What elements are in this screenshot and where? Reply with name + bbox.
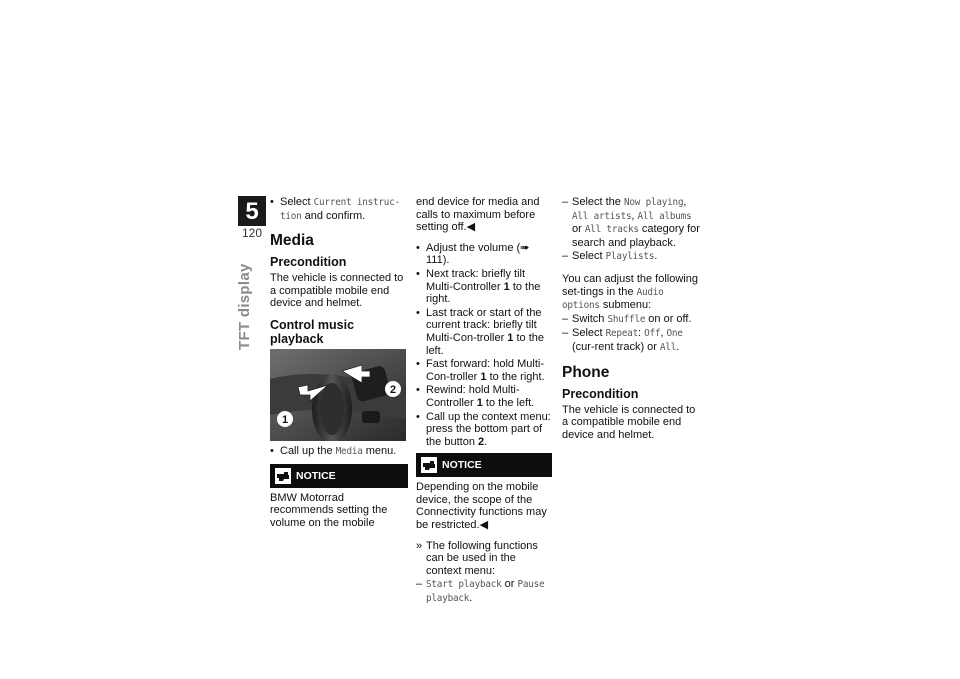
settings-paragraph: You can adjust the following set-tings in the Audio options submenu: <box>562 272 698 312</box>
menu-entry-code: Pause playback <box>426 579 545 605</box>
dash-mark: – <box>562 196 569 208</box>
dash-mark: – <box>562 312 569 325</box>
bullet-mark: • <box>270 444 274 457</box>
dash-mark: – <box>416 578 423 591</box>
bullet-mark: • <box>416 384 420 397</box>
bullet-mark: • <box>416 306 420 319</box>
column-1 <box>270 196 408 529</box>
list-item: • Last track or start of the current track: briefly tilt Multi-Con-troller 1 to the left. <box>416 306 544 357</box>
dash-item: – Switch Shuffle on or off. <box>562 312 692 325</box>
notice-label: NOTICE <box>296 469 336 482</box>
menu-entry-code: Media <box>335 445 363 457</box>
list-item: • Next track: briefly tilt Multi-Controller 1 to the right. <box>416 267 541 306</box>
chapter-title: TFT display <box>236 263 253 350</box>
menu-entry-code: Start playback <box>426 579 502 591</box>
dash-item: – Select Repeat: Off, One (cur-rent track) or All. <box>562 327 683 353</box>
subheading-precondition: Precondition <box>562 386 639 401</box>
section-heading-media: Media <box>270 232 314 250</box>
end-mark: ◀ <box>466 221 476 234</box>
bullet-mark: • <box>270 196 274 208</box>
column-3 <box>562 196 700 441</box>
menu-entry-code: Current instruc-tion <box>280 197 400 222</box>
list-item: • Select Current instruc-tion and confirm. <box>270 196 400 222</box>
column-2 <box>416 196 552 607</box>
notice-banner <box>270 464 408 488</box>
notice-text: BMW Motorrad recommends setting the volume on the mobile <box>270 491 388 529</box>
bullet-mark: • <box>416 358 420 371</box>
result-item: » The following functions can be used in the context menu: <box>416 539 538 577</box>
figure-callout-2: 2 <box>389 383 397 396</box>
bullet-mark: • <box>416 410 420 423</box>
notice-banner <box>416 453 552 477</box>
list-item: • Fast forward: hold Multi-Con-troller 1 to the right. <box>416 358 545 383</box>
dash-mark: – <box>562 250 569 263</box>
page-number: 120 <box>241 226 263 240</box>
subheading-precondition: Precondition <box>270 255 347 270</box>
figure-callout-1: 1 <box>281 413 289 426</box>
handlebar-controller-photo <box>270 349 406 441</box>
dash-item: – Start playback or Pause playback. <box>416 578 545 605</box>
dash-item: – Select Playlists. <box>562 250 658 263</box>
list-item: • Adjust the volume (➠ 111). <box>416 241 530 267</box>
end-mark: ◀ <box>479 519 489 532</box>
precondition-text: The vehicle is connected to a compatible mobile end device and helmet. <box>562 403 696 441</box>
subheading-control-music: Control music playback <box>270 317 355 346</box>
bullet-mark: • <box>416 241 420 254</box>
notice-text: Depending on the mobile device, the scope of the Connectivity functions may be restricted.◀ <box>416 481 547 532</box>
section-heading-phone: Phone <box>562 363 610 381</box>
dash-item: – Select the Now playing, All artists, All albums or All tracks category for search and playback. <box>562 196 700 249</box>
notice-hand-icon <box>275 468 291 484</box>
chapter-number-tab: 5 <box>238 196 266 226</box>
list-item: • Call up the context menu: press the bottom part of the button 2. <box>416 410 551 448</box>
dash-mark: – <box>562 327 569 340</box>
notice-label: NOTICE <box>442 459 482 472</box>
precondition-text: The vehicle is connected to a compatible mobile end device and helmet. <box>270 272 404 310</box>
bullet-mark: • <box>416 267 420 280</box>
page-ref-arrow-icon: ➠ <box>520 241 530 254</box>
result-mark: » <box>416 539 423 552</box>
continued-text: end device for media and calls to maximum before setting off.◀ <box>416 196 540 234</box>
list-item: • Rewind: hold Multi-Controller 1 to the left. <box>416 384 535 409</box>
list-item: • Call up the Media menu. <box>270 444 397 457</box>
notice-hand-icon <box>421 457 437 473</box>
